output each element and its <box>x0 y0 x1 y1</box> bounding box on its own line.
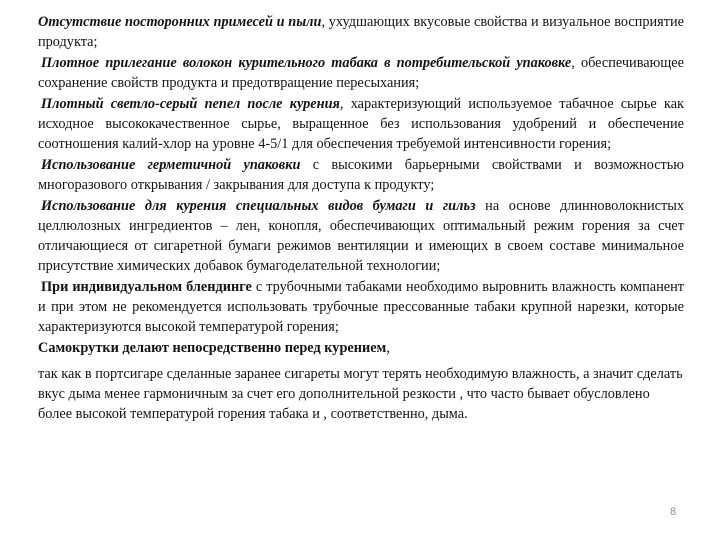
paragraph-hermetic-packaging <box>38 155 684 195</box>
paragraph-lead: Плотный светло-серый пепел после курения <box>41 96 340 112</box>
paragraph-lead: Отсутствие посторонних примесей и пыли <box>38 14 322 30</box>
paragraph-no-impurities <box>38 12 684 52</box>
paragraph-text: , <box>386 340 390 356</box>
paragraph-lead: Использование для курения специальных видов бумаги и гильз <box>41 198 476 214</box>
paragraph-lead: Плотное прилегание волокон курительного табака в потребительской упаковке <box>41 55 572 71</box>
page-number: 8 <box>670 506 677 518</box>
document-body <box>38 12 684 425</box>
paragraph-hand-rolled <box>38 338 684 358</box>
paragraph-tight-packing <box>38 53 684 93</box>
paragraph-text: , обеспечивающее сохранение свойств продукта и предотвращение пересыхания; <box>38 55 684 91</box>
paragraph-text: , ухудшающих вкусовые свойства и визуальное восприятие продукта; <box>38 14 684 50</box>
paragraph-special-paper <box>38 196 684 276</box>
paragraph-tail: так как в портсигаре сделанные заранее сигареты могут терять необходимую влажность, а значит сделать вкус дыма менее гармоничным за счет его дополнительной резкости , что часто бывает обусловлено более высокой температурой горения табака и , соответственно, дыма. <box>38 366 683 422</box>
paragraph-text: , характеризующий используемое табачное сырье как исходное высококачественное сырье, выращенное без использования удобрений и обеспечение соотношения калий-хлор на уровне 4-5/1 для обеспечения требуемой интенсивности горения; <box>38 96 684 152</box>
paragraph-text: на основе длинноволокнистых целлюлозных ингредиентов – лен, конопля, обеспечивающих оптимальный режим горения за счет отличающиеся от сигаретной бумаги режимов вентиляции и имеющих в своем составе минимальное присутствие химических добавок бумагоделательной технологии; <box>38 198 685 274</box>
paragraph-text: с высокими барьерными свойствами и возможностью многоразового открывания / закрывания для доступа к продукту; <box>38 157 684 193</box>
paragraph-ash <box>38 94 684 154</box>
paragraph-text: с трубочными табаками необходимо выровнить влажность компанент и при этом не рекомендуется использовать трубочные прессованные табаки крупной нарезки, которые характеризуются высокой температурой горения; <box>38 279 684 335</box>
paragraph-lead: Самокрутки делают непосредственно перед курением <box>38 340 387 356</box>
paragraph-lead: При индивидуальном блендинге <box>41 279 252 295</box>
paragraph-blending <box>38 277 684 337</box>
paragraph-lead: Использование герметичной упаковки <box>41 157 301 173</box>
